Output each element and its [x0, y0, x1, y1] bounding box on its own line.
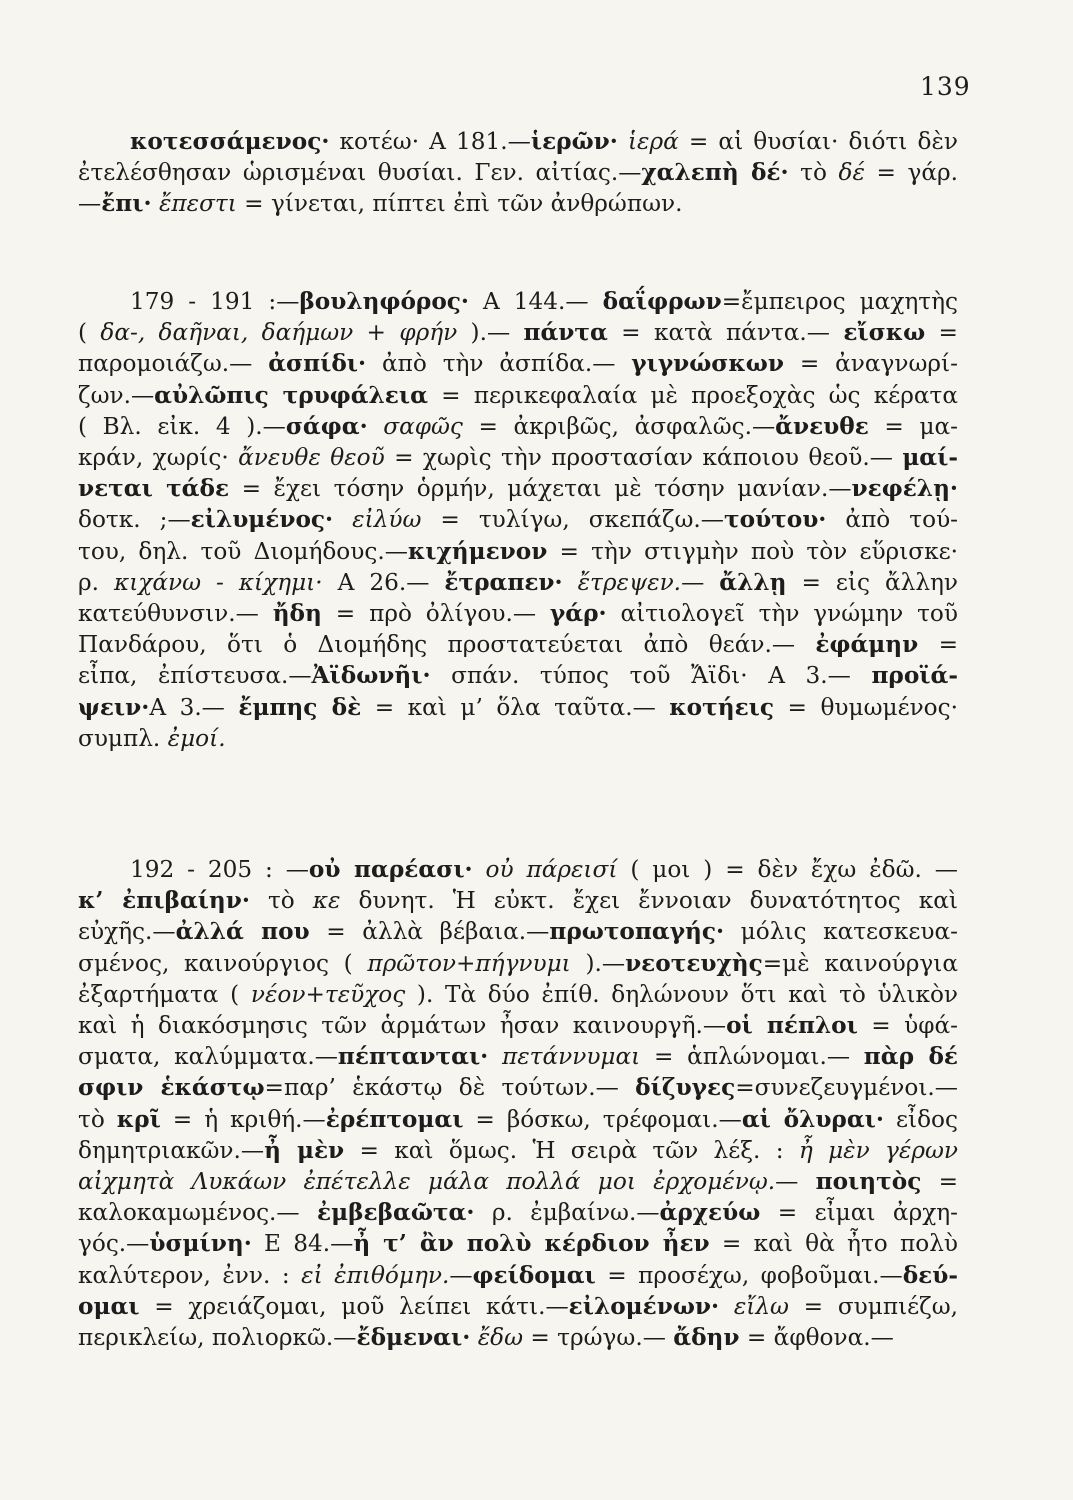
text-line: ρ. κιχάνω - κίχημι· Α 26.— ἔτραπεν· ἔτρεψεν.— ἄλλῃ = εἰς ἄλλην [78, 568, 959, 596]
text-line: κράν, χωρίς· ἄνευθε θεοῦ = χωρὶς τὴν προστασίαν κάποιου θεοῦ.— μαί- [78, 444, 958, 472]
text-line: 192 - 205 : —οὐ παρέασι· οὐ πάρεισί ( μοι ) = δὲν ἔχω ἐδῶ. — [130, 856, 958, 883]
text-line: καλύτερον, ἐνν. : εἰ ἐπιθόμην.—φείδομαι = προσέχω, φοβοῦμαι.—δεύ- [78, 1261, 958, 1289]
text-line: εἶπα, ἐπίστευσα.—Ἀϊδωνῆι· σπάν. τύπος τοῦ Ἄϊδι· Α 3.— προϊά- [78, 662, 958, 690]
paragraph [78, 126, 958, 220]
text-line: εὐχῆς.—ἀλλά που = ἀλλὰ βέβαια.—πρωτοπαγής· μόλις κατεσκευα- [78, 918, 958, 946]
text-line: 179 - 191 :—βουληφόρος· Α 144.— δαΐφρων=ἔμπειρος μαχητὴς [130, 288, 958, 315]
text-line: δημητριακῶν.—ἦ μὲν = καὶ ὅμως. Ἡ σειρὰ τῶν λέξ. : ἦ μὲν γέρων [78, 1136, 958, 1164]
text-line: κατεύθυνσιν.— ἤδη = πρὸ ὀλίγου.— γάρ· αἰτιολογεῖ τὴν γνώμην τοῦ [78, 600, 958, 628]
paragraph [78, 286, 958, 754]
text-line: νεται τάδε = ἔχει τόσην ὁρμήν, μάχεται μὲ τόσην μανίαν.—νεφέλῃ· [78, 475, 958, 503]
text-line: ομαι = χρειάζομαι, μοῦ λείπει κάτι.—εἰλομένων· εἴλω = συμπιέζω, [78, 1292, 959, 1320]
text-line: καὶ ἡ διακόσμησις τῶν ἁρμάτων ἦσαν καινουργῆ.—οἱ πέπλοι = ὑφά- [78, 1012, 958, 1040]
text-line: ζων.—αὐλῶπις τρυφάλεια = περικεφαλαία μὲ προεξοχὰς ὡς κέρατα [78, 381, 958, 409]
text-line: κ’ ἐπιβαίην· τὸ κε δυνητ. Ἡ εὐκτ. ἔχει ἔννοιαν δυνατότητος καὶ [78, 887, 959, 915]
text-line: σφιν ἑκάστῳ=παρ’ ἑκάστῳ δὲ τούτων.— δίζυγες=συνεζευγμένοι.— [78, 1074, 958, 1102]
text-line: συμπλ. ἐμοί. [78, 724, 226, 752]
text-line: —ἔπι· ἔπεστι = γίνεται, πίπτει ἐπὶ τῶν ἀνθρώπων. [78, 190, 683, 218]
text-line: σμένος, καινούργιος ( πρῶτον+πήγνυμι ).—νεοτευχὴς=μὲ καινούργια [78, 949, 959, 977]
text-line: Πανδάρου, ὅτι ὁ Διομήδης προστατεύεται ἀπὸ θεάν.— ἐφάμην = [78, 631, 958, 659]
text-line: κοτεσσάμενος· κοτέω· Α 181.—ἱερῶν· ἱερά = αἱ θυσίαι· διότι δὲν [130, 128, 959, 155]
text-line: ἐτελέσθησαν ὡρισμέναι θυσίαι. Γεν. αἰτίας.—χαλεπὴ δέ· τὸ δέ = γάρ. [78, 159, 958, 187]
text-line: δοτκ. ;—εἰλυμένος· εἰλύω = τυλίγω, σκεπάζω.—τούτου· ἀπὸ τού- [78, 506, 959, 534]
text-line: παρομοιάζω.— ἀσπίδι· ἀπὸ τὴν ἀσπίδα.— γιγνώσκων = ἀναγνωρί- [78, 350, 958, 378]
text-line: του, δηλ. τοῦ Διομήδους.—κιχήμενον = τὴν στιγμὴν ποὺ τὸν εὕρισκε· [78, 537, 958, 565]
text-line: αἰχμητὰ Λυκάων ἐπέτελλε μάλα πολλά μοι ἐρχομένῳ.— ποιητὸς = [78, 1168, 958, 1196]
text-line: σματα, καλύμματα.—πέπτανται· πετάννυμαι = ἁπλώνομαι.— πὰρ δέ [78, 1043, 959, 1071]
text-line: ( δα-, δαῆναι, δαήμων + φρήν ).— πάντα = κατὰ πάντα.— εἴσκω = [78, 319, 958, 347]
text-line: περικλείω, πολιορκῶ.—ἔδμεναι· ἔδω = τρώγω.— ἄδην = ἄφθονα.— [78, 1324, 894, 1352]
text-line: ( Βλ. εἰκ. 4 ).—σάφα· σαφῶς = ἀκριβῶς, ἀσφαλῶς.—ἄνευθε = μα- [78, 412, 959, 440]
page-number: 139 [920, 72, 971, 101]
text-line: τὸ κρῖ = ἡ κριθή.—ἐρέπτομαι = βόσκω, τρέφομαι.—αἱ ὄλυραι· εἶδος [78, 1105, 958, 1133]
text-line: καλοκαμωμένος.— ἐμβεβαῶτα· ρ. ἐμβαίνω.—ἀρχεύω = εἶμαι ἀρχη- [78, 1199, 958, 1227]
paragraph [78, 854, 958, 1353]
text-line: ψειν·Α 3.— ἔμπης δὲ = καὶ μ’ ὅλα ταῦτα.— κοτήεις = θυμωμένος· [78, 693, 958, 721]
text-line: ἐξαρτήματα ( νέον+τεῦχος ). Τὰ δύο ἐπίθ. δηλώνουν ὅτι καὶ τὸ ὑλικὸν [78, 980, 958, 1008]
text-line: γός.—ὑσμίνη· Ε 84.—ἦ τ’ ἂν πολὺ κέρδιον ἦεν = καὶ θὰ ἦτο πολὺ [78, 1230, 958, 1258]
